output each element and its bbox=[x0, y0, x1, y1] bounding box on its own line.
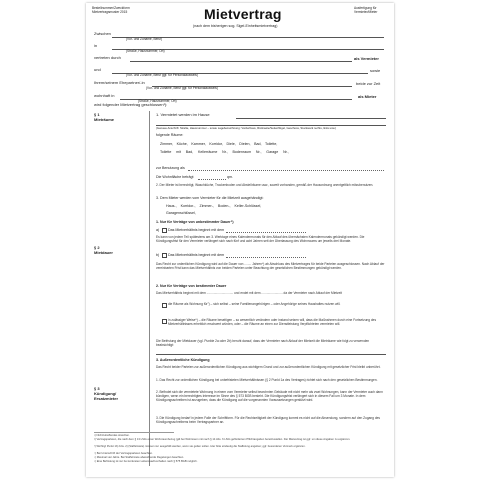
hint-spouse: (Vor- und Zuname, Beruf ggf. für Personalausweis) bbox=[146, 86, 218, 90]
document-title: Mietvertrag bbox=[204, 6, 282, 22]
spouse-label: Ihrem/seinem Ehepartner/-in bbox=[94, 80, 145, 85]
rooms-line-1: Zimmer, Küche, Kammer, Korridor, Diele, Dielen, Bad, Toilette, bbox=[160, 142, 278, 146]
footnote-3: ³) Wichtig! Punkt 1b) bzw. 2) (Staffelmiete) müssen nur ausgefüllt werden, wenn sie gelten sollen. Hier bitte eindeutig die Staffelung angeben; ggf. besonderen Vermerk ergänzen. bbox=[94, 445, 306, 448]
contract-page bbox=[86, 3, 394, 477]
s3-heading: 3. Außerordentliche Kündigung bbox=[156, 358, 210, 362]
garage-keys: Garagenschlüssel, bbox=[166, 211, 196, 215]
option-b-date-line[interactable] bbox=[226, 257, 306, 258]
s2-limitation: Die Befristung der Mietdauer (vgl. Punkte 2a oder 2b) beruht darauf, dass der Vermieter nach Ablauf der Mietzeit die Mieträume wie folgt zu verwenden beabsichtigt: bbox=[156, 339, 370, 348]
rooms-line-2: Toilette mit Bad, Kellerräume Nr., Bodenraum Nr., Garage Nr., bbox=[160, 150, 289, 154]
footnote-4: ⁴) Bei Unterschrift der Vertragsparteien beachten. bbox=[94, 452, 153, 455]
s2-option-b2: in zulässiger Weise⁸) – die Räume beseitigen – so wesentlich verändern oder instand setzen will, dass die Maßnahmen durch eine Fortsetzung des Mietverhältnisses erheblich erschwert würden, oder – die Räume an einen zur Dienstleistung Verpflichteten vermieten will. bbox=[168, 318, 377, 327]
section-1-label: Mieträume bbox=[94, 117, 115, 122]
also-label: sowie bbox=[370, 68, 381, 73]
usage-line[interactable] bbox=[188, 170, 384, 171]
option-a2-checkbox[interactable] bbox=[162, 303, 167, 308]
section-3-label: Kündigung/ Ersatzmieter bbox=[94, 391, 119, 401]
keys-line: Haus-, Korridor-, Zimmer-, Boden-, Keller-Schlüssel, bbox=[166, 204, 262, 208]
limitation-line[interactable] bbox=[156, 354, 386, 355]
s2-heading-2: 2. Nur für Verträge von bestimmter Dauer bbox=[156, 284, 227, 288]
s2-option-a: a) bbox=[156, 228, 160, 232]
hint-landlord-address: (Straße, Hausnummer, Ort) bbox=[126, 49, 165, 53]
s1-item-1: 1. Vermietet werden im Hause bbox=[156, 112, 210, 117]
s2-option-b-paragraph: Das Recht zur ordentlichen Kündigung wird auf die Dauer von ........ Jahren⁶) ab Abschluss des Mietvertrages für beide Parteien ausgeschlossen. Nach Ablauf der vereinbarten Frist kann das Mietverhältnis von beiden Parteien unter Beachtung der gesetzlichen Bestimmungen gekündigt werden. bbox=[156, 262, 385, 271]
footnote-1: ¹) Nichtzutreffendes streichen. bbox=[94, 434, 130, 437]
section-2-label: Mietdauer bbox=[94, 250, 113, 255]
and-label: und bbox=[94, 67, 101, 72]
option-b2-checkbox[interactable] bbox=[162, 319, 167, 324]
section-2-number: § 2 bbox=[94, 245, 100, 250]
footnote-2: ²) Vertragsparteien, die nach dem § 13 LStG einen Wohnraumbezug (gilt bei Wohnraum mit nach § 14 Abs. 6 LStG gefördertem Pflichtangaben bereitzustellen. Der Mietvertrag ist ggf. um diese Angaben zu ergänzen. bbox=[94, 438, 351, 441]
s2-option-a-text: Das Mietverhältnis beginnt mit dem bbox=[168, 228, 225, 232]
as-tenant-label: als Mieter bbox=[358, 94, 377, 99]
s3-paragraph-1: Das Recht beider Parteien zur außerordentlichen Kündigung aus wichtigem Grund und zur außerordentlichen Kündigung mit gesetzlicher Frist bleibt unberührt. bbox=[156, 365, 381, 369]
hint-house-location: (Genaue Anschrift: Straße, Hausnummer – sowie Lagebezeichnung: Vorderhaus, Rückseite/Seitenflügel, Geschoss, Stockwerk rechts, links usw.) bbox=[156, 126, 337, 130]
rooms-intro: folgende Räume: bbox=[156, 133, 184, 137]
s1-item-2: 2. Der Mieter ist berechtigt, Waschküche, Trockenboden und Abstellräume usw., soweit vorhanden, gemäß der Hausordnung unentgeltlich mitzubenutzen. bbox=[156, 183, 374, 187]
house-address-line[interactable] bbox=[236, 118, 386, 119]
s2-heading-1: 1. Nur für Verträge von unbestimmter Dauer⁵) bbox=[156, 220, 234, 224]
representative-line[interactable] bbox=[130, 61, 352, 62]
in-label: in bbox=[94, 43, 98, 48]
living-area-line[interactable] bbox=[198, 179, 226, 180]
represented-by-label: vertreten durch bbox=[94, 55, 121, 60]
option-a-date-line[interactable] bbox=[226, 232, 306, 233]
publisher-line-1: Bestellnummer/Zweckform bbox=[92, 6, 130, 10]
hint-tenant-name: (Vor- und Zuname, Beruf ggf. für Personalausweis) bbox=[126, 73, 198, 77]
footnote-6: ⁶) Eine Befristung ist nur bei konkreten Lebenssachverhalten nach § 575 BGB möglich. bbox=[94, 460, 198, 463]
margin-rule bbox=[149, 111, 150, 466]
s3-paragraph-3: 2. Befindet sich die vermietete Wohnung in einem vom Vermieter selbst bewohnten Gebäude mit nicht mehr als zwei Wohnungen, kann der Vermieter auch dann kündigen, wenn ein berechtigtes Interesse im Sinne des § 573 BGB besteht. Die Kündigungsfrist verlängert sich in diesem Fall um 3 Monate. In dem Kündigungsschreiben ist anzugeben, dass die Kündigung auf die vorgenannten Voraussetzungen gestützt wird. bbox=[156, 390, 383, 403]
s2-option-b-text: Das Mietverhältnis beginnt mit dem bbox=[168, 253, 225, 257]
living-area-label: Die Wohnfläche beträgt bbox=[156, 175, 194, 179]
contract-concluded-text: wird folgender Mietvertrag geschlossen¹): bbox=[94, 102, 168, 107]
residing-label: wohnhaft in bbox=[94, 93, 115, 98]
footnote-5: ⁵) Maximal vier Jahre. Bei Staffelmiete abweichende Regelungen beachten. bbox=[94, 456, 184, 459]
s3-paragraph-4: 3. Die Kündigung bedarf in jedem Falle der Schriftform. Für die Rechtzeitigkeit der Kündigung kommt es nicht auf die Absendung, sondern auf den Zugang des Kündigungsschreibens beim Vertragspartner an. bbox=[156, 416, 380, 425]
copy-note-2: Vermieter/Mieter bbox=[354, 10, 378, 14]
section-3-number: § 3 bbox=[94, 386, 100, 391]
qm-unit: qm. bbox=[227, 175, 233, 179]
s1-item-3: 3. Dem Mieter werden vom Vermieter für die Mietzeit ausgehändigt: bbox=[156, 196, 264, 200]
section-1-number: § 1 bbox=[94, 112, 100, 117]
publisher-line-2: Mietvertragsmuster 2015 bbox=[92, 10, 128, 14]
footnote-rule bbox=[94, 432, 174, 433]
hint-landlord-name: (Vor- und Zuname, Beruf) bbox=[126, 37, 163, 41]
option-b-checkbox[interactable] bbox=[162, 253, 167, 258]
document-subtitle: (nach dem bisherigen sog. Sigel-Einheitsmietvertrag) bbox=[193, 24, 278, 28]
usage-label: zur Benutzung als bbox=[156, 166, 185, 170]
s2-fixed-paragraph: Das Mietverhältnis beginnt mit dem .............................. und endet mit dem ........................ da der Vermieter nach Ablauf der Mietzeit bbox=[156, 291, 343, 295]
option-a-checkbox[interactable] bbox=[162, 228, 167, 233]
copy-note-1: Ausfertigung für bbox=[354, 6, 377, 10]
s2-option-b: b) bbox=[156, 253, 160, 257]
hint-tenant-address: (Straße, Hausnummer, Ort) bbox=[138, 99, 177, 103]
as-landlord-label: als Vermieter bbox=[354, 56, 379, 61]
between-label: Zwischen bbox=[94, 31, 111, 36]
s2-option-a-paragraph: Es kann von jedem Teil spätestens am 3. Werktage eines Kalendermonats für den Ablauf des übernächsten Kalendermonats gekündigt werden. Die Kündigungsfrist für den Vermieter verlängert sich nach fünf und acht Jahren seit der Überlassung des Wohnraums um jeweils drei Monate. bbox=[156, 235, 365, 244]
s2-option-a2: die Räume als Wohnung für⁷) – sich selbst – seine Familienangehörigen – oder Angehörige seines Haushaltes nutzen will. bbox=[168, 302, 341, 306]
s3-paragraph-2: 1. Das Recht zur ordentlichen Kündigung bei unbefristeten Mietverhältnissen (§ 2 Punkt 1a des Vertrages) richtet sich nach den gesetzlichen Bestimmungen. bbox=[156, 378, 378, 382]
both-currently-label: beide zur Zeit bbox=[356, 81, 381, 86]
